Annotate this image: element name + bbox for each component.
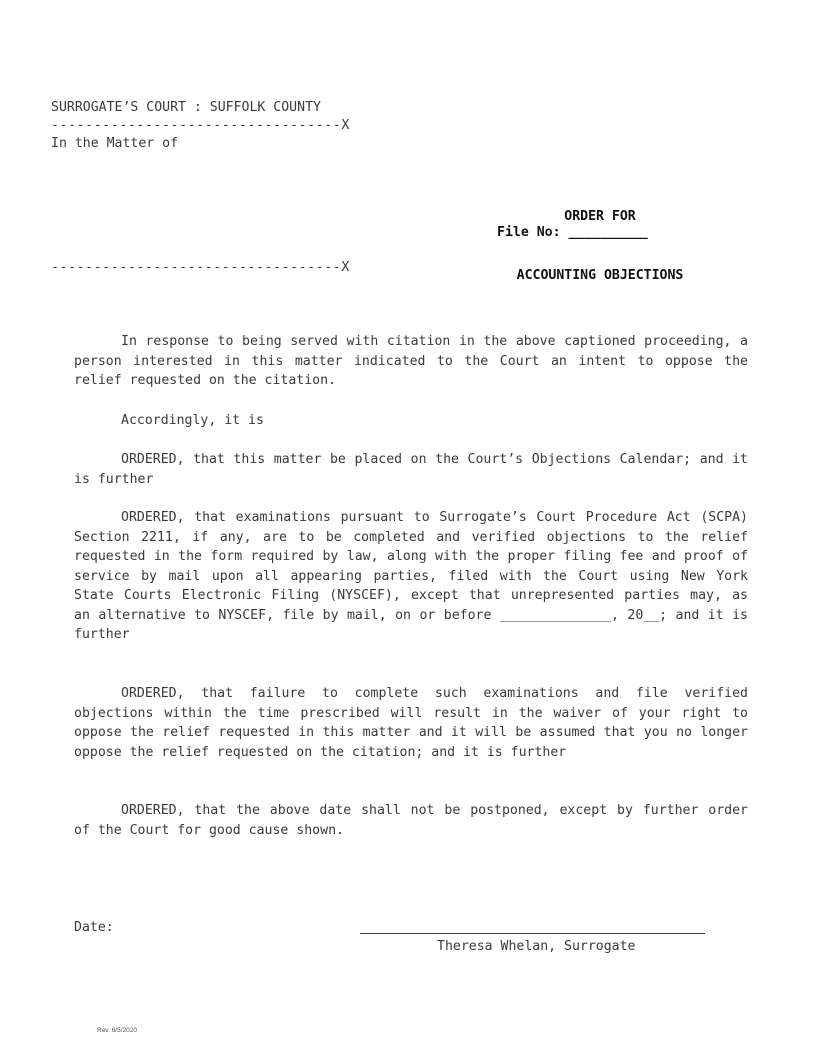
document-title xyxy=(480,168,720,324)
caption-bottom-rule: ----------------------------------X xyxy=(51,260,350,275)
title-line-2: ACCOUNTING OBJECTIONS xyxy=(516,267,684,283)
paragraph-accordingly: Accordingly, it is xyxy=(121,413,264,428)
paragraph-order-examinations: ORDERED, that examinations pursuant to Surrogate’s Court Procedure Act (SCPA) Section 2211, if any, are to be completed and verified objections to the relief requested in the form required by law, along with the proper filing fee and proof of service by mail upon all appearing parties, filed with the Court using New York State Courts Electronic Filing (NYSCEF), except that unrepresented parties may, as an alternative to NYSCEF, file by mail, on or before ______________, 20__; and it is further xyxy=(74,510,748,642)
paragraph-order-calendar: ORDERED, that this matter be placed on the Court’s Objections Calendar; and it is further xyxy=(74,452,748,487)
file-number-field: File No: __________ xyxy=(497,225,648,240)
matter-label: In the Matter of xyxy=(51,136,179,151)
paragraph-citation-response: In response to being served with citation in the above captioned proceeding, a person interested in this matter indicated to the Court an intent to oppose the relief requested on the citation. xyxy=(74,334,748,388)
signer-name: Theresa Whelan, Surrogate xyxy=(437,939,636,954)
title-line-1: ORDER FOR xyxy=(564,209,636,224)
revision-date: Rev. 6/5/2020 xyxy=(97,1027,137,1034)
paragraph-order-waiver: ORDERED, that failure to complete such examinations and file verified objections within the time prescribed will result in the waiver of your right to oppose the relief requested in this matter and it will be assumed that you no longer oppose the relief requested on the citation; and it is further xyxy=(74,686,748,760)
paragraph-order-no-postponement: ORDERED, that the above date shall not be postponed, except by further order of the Court for good cause shown. xyxy=(74,803,748,838)
date-label: Date: xyxy=(74,920,114,935)
court-caption: SURROGATE’S COURT : SUFFOLK COUNTY xyxy=(51,100,321,115)
signature-line xyxy=(360,933,705,934)
caption-top-rule: ----------------------------------X xyxy=(51,118,350,133)
